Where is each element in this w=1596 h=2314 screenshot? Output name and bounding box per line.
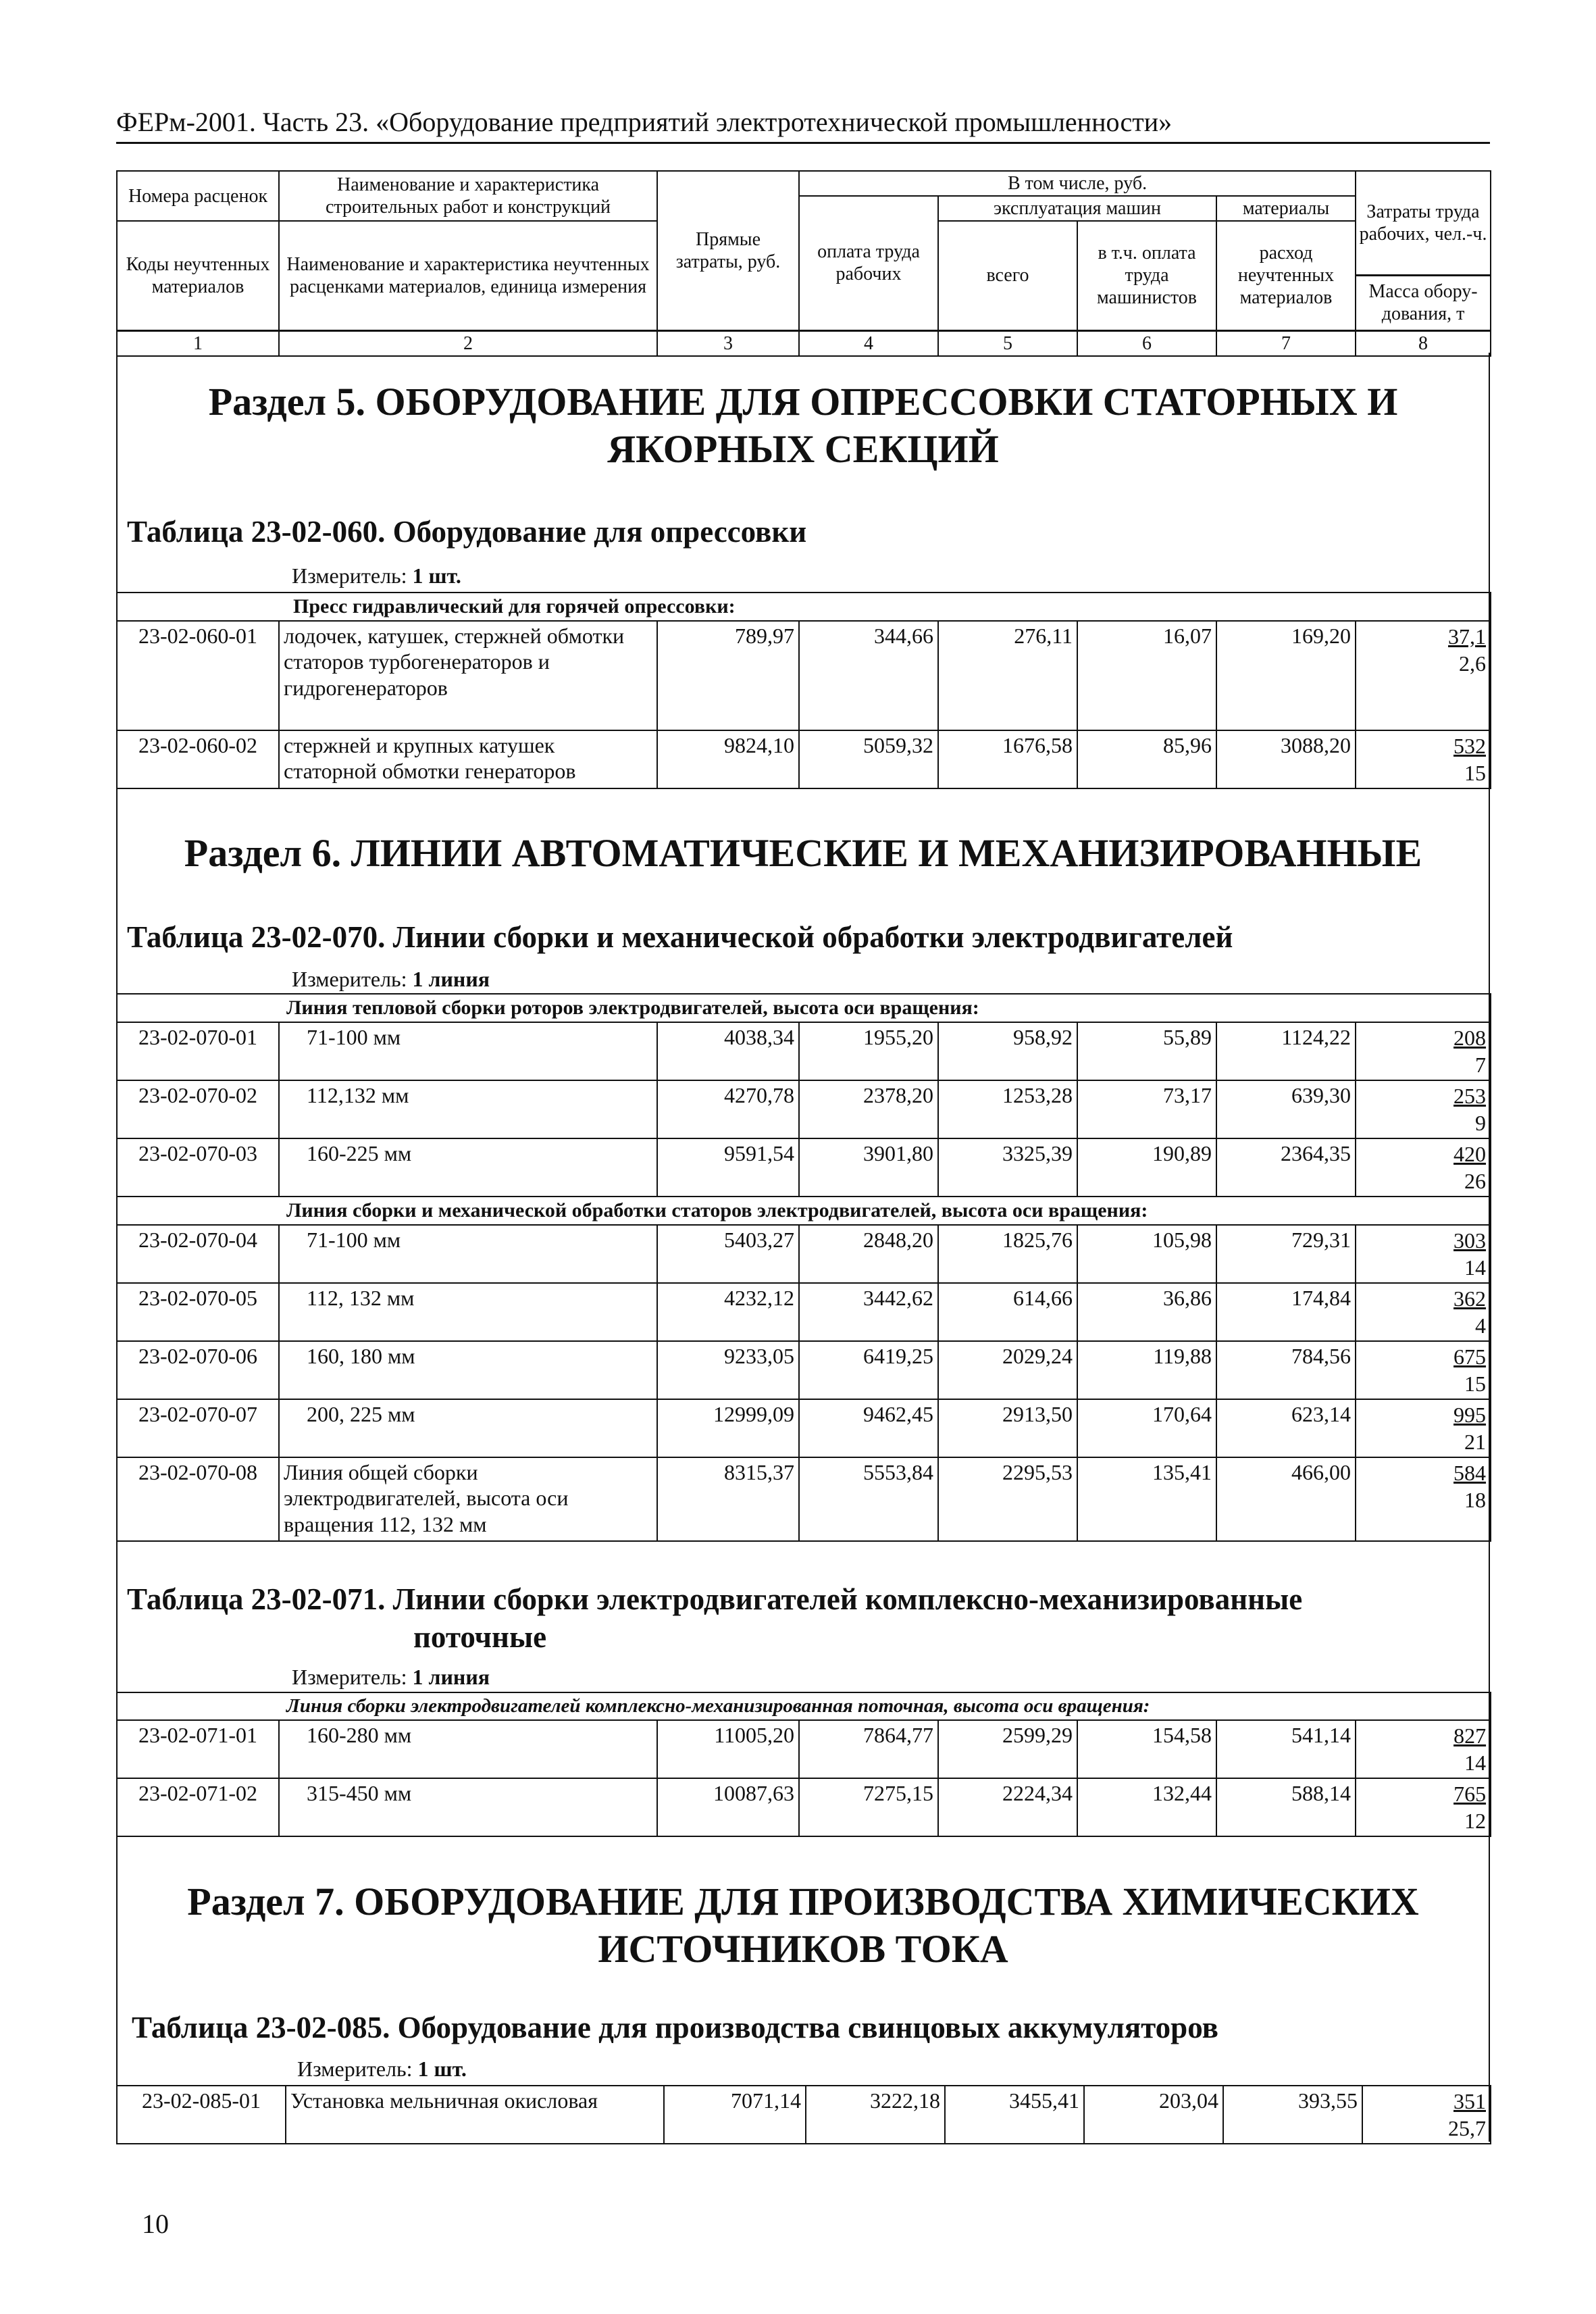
- table-23-02-071-title-cont: поточные: [413, 1620, 547, 1654]
- materials-cost: 3088,20: [1216, 730, 1356, 788]
- labor-mass-cell: [1362, 2086, 1491, 2144]
- col1-top-header: Номера расценок: [117, 171, 279, 221]
- equipment-mass: 14: [1464, 1255, 1487, 1280]
- work-name: 160-280 мм: [279, 1720, 657, 1778]
- machinists-pay: 132,44: [1077, 1778, 1216, 1836]
- labor-pay: 5553,84: [799, 1457, 938, 1541]
- direct-cost: 789,97: [657, 621, 799, 730]
- direct-cost: 9824,10: [657, 730, 799, 788]
- labor-pay: 5059,32: [799, 730, 938, 788]
- table-row: [117, 1399, 1491, 1457]
- rate-code: 23-02-060-02: [117, 730, 279, 788]
- equipment-mass: 21: [1464, 1430, 1487, 1454]
- labor-mass-cell: [1356, 1138, 1491, 1197]
- machines-total: 2224,34: [938, 1778, 1077, 1836]
- materials-cost: 784,56: [1216, 1341, 1356, 1399]
- table-row: [117, 1022, 1491, 1080]
- machines-total: 958,92: [938, 1022, 1077, 1080]
- labor-mass-cell: [1356, 730, 1491, 788]
- direct-cost: 4038,34: [657, 1022, 799, 1080]
- unit-23-02-071: Измеритель: 1 линия: [292, 1665, 490, 1689]
- rate-code: 23-02-070-02: [117, 1080, 279, 1138]
- materials-cost: 588,14: [1216, 1778, 1356, 1836]
- labor-mass-cell: [1356, 621, 1491, 730]
- table-row: [117, 1720, 1491, 1778]
- table-row: [117, 1138, 1491, 1197]
- materials-cost: 639,30: [1216, 1080, 1356, 1138]
- machines-total: 3455,41: [945, 2086, 1084, 2144]
- table-row: [117, 1080, 1491, 1138]
- equipment-mass: 15: [1464, 1372, 1487, 1396]
- rate-code: 23-02-071-02: [117, 1778, 279, 1836]
- page-number: 10: [142, 2209, 169, 2239]
- group-label: Линия сборки электродвигателей комплексно-механизированная поточная, высота оси вращения:: [117, 1692, 1491, 1720]
- work-name: 112,132 мм: [279, 1080, 657, 1138]
- labor-mass-cell: [1356, 1778, 1491, 1836]
- rate-code: 23-02-070-06: [117, 1341, 279, 1399]
- table-23-02-070-title: Таблица 23-02-070. Линии сборки и механической обработки электродвигателей: [127, 920, 1233, 954]
- machines-total: 614,66: [938, 1283, 1077, 1341]
- direct-cost: 7071,14: [664, 2086, 806, 2144]
- machinists-pay: 55,89: [1077, 1022, 1216, 1080]
- labor-hours: 995: [1453, 1403, 1487, 1427]
- rate-code: 23-02-071-01: [117, 1720, 279, 1778]
- rate-code: 23-02-070-07: [117, 1399, 279, 1457]
- labor-pay: 3222,18: [806, 2086, 945, 2144]
- col7-header: расход неучтенных материалов: [1216, 221, 1356, 330]
- rate-code: 23-02-085-01: [117, 2086, 286, 2144]
- table-23-02-085-title: Таблица 23-02-085. Оборудование для производства свинцовых аккумуляторов: [132, 2011, 1218, 2044]
- labor-pay: 3901,80: [799, 1138, 938, 1197]
- col2-top-header: Наименование и характеристика строительных работ и конструкций: [279, 171, 657, 221]
- machinists-pay: 203,04: [1084, 2086, 1223, 2144]
- materials-cost: 541,14: [1216, 1720, 1356, 1778]
- col8-bottom-header: Масса обору-дования, т: [1356, 275, 1491, 330]
- materials-cost: 623,14: [1216, 1399, 1356, 1457]
- colnum-5: 5: [938, 330, 1077, 356]
- colnum-6: 6: [1077, 330, 1216, 356]
- work-name: 71-100 мм: [279, 1225, 657, 1283]
- unit-23-02-060: Измеритель: 1 шт.: [292, 563, 461, 588]
- labor-pay: 7275,15: [799, 1778, 938, 1836]
- section-7-title: Раздел 7. ОБОРУДОВАНИЕ ДЛЯ ПРОИЗВОДСТВА ХИМИЧЕСКИХ ИСТОЧНИКОВ ТОКА: [187, 1880, 1419, 1971]
- work-name: стержней и крупных катушек статорной обмотки генераторов: [279, 730, 657, 788]
- labor-pay: 9462,45: [799, 1399, 938, 1457]
- equipment-mass: 7: [1475, 1053, 1487, 1077]
- work-name: 160, 180 мм: [279, 1341, 657, 1399]
- machinists-pay: 190,89: [1077, 1138, 1216, 1197]
- unit-23-02-085: Измеритель: 1 шт.: [297, 2057, 467, 2081]
- machinists-pay: 16,07: [1077, 621, 1216, 730]
- labor-hours: 532: [1453, 734, 1487, 758]
- machines-total: 1253,28: [938, 1080, 1077, 1138]
- work-name: 160-225 мм: [279, 1138, 657, 1197]
- labor-hours: 420: [1453, 1142, 1487, 1166]
- equipment-mass: 18: [1464, 1488, 1487, 1512]
- col8-top-header: Затраты труда рабочих, чел.-ч.: [1356, 171, 1491, 275]
- group-label: Линия тепловой сборки роторов электродвигателей, высота оси вращения:: [117, 994, 1491, 1022]
- materials-cost: 2364,35: [1216, 1138, 1356, 1197]
- table-row: [117, 1778, 1491, 1836]
- direct-cost: 4232,12: [657, 1283, 799, 1341]
- labor-hours: 351: [1453, 2089, 1486, 2113]
- labor-hours: 362: [1453, 1286, 1487, 1311]
- equipment-mass: 9: [1475, 1111, 1487, 1135]
- materials-cost: 393,55: [1223, 2086, 1362, 2144]
- table-row: [117, 2086, 1491, 2144]
- equipment-mass: 14: [1464, 1750, 1487, 1775]
- machines-total: 2599,29: [938, 1720, 1077, 1778]
- rate-code: 23-02-070-08: [117, 1457, 279, 1541]
- labor-pay: 2848,20: [799, 1225, 938, 1283]
- labor-pay: 7864,77: [799, 1720, 938, 1778]
- labor-mass-cell: [1356, 1225, 1491, 1283]
- colnum-2: 2: [279, 330, 657, 356]
- labor-mass-cell: [1356, 1341, 1491, 1399]
- table-row: [117, 1341, 1491, 1399]
- machines-total: 276,11: [938, 621, 1077, 730]
- machines-total: 1676,58: [938, 730, 1077, 788]
- work-name: 112, 132 мм: [279, 1283, 657, 1341]
- materials-cost: 729,31: [1216, 1225, 1356, 1283]
- labor-mass-cell: [1356, 1080, 1491, 1138]
- table-23-02-071: [116, 1692, 1491, 1837]
- machinists-pay: 154,58: [1077, 1720, 1216, 1778]
- work-name: Линия общей сборки электродвигателей, высота оси вращения 112, 132 мм: [279, 1457, 657, 1541]
- machines-total: 1825,76: [938, 1225, 1077, 1283]
- col2-bottom-header: Наименование и характеристика неучтенных расценками материалов, единица измерения: [279, 221, 657, 330]
- labor-hours: 253: [1453, 1084, 1487, 1108]
- colnum-1: 1: [117, 330, 279, 356]
- materials-cost: 466,00: [1216, 1457, 1356, 1541]
- machines-header: эксплуатация машин: [938, 196, 1216, 221]
- equipment-mass: 4: [1475, 1313, 1487, 1338]
- table-23-02-071-title: Таблица 23-02-071. Линии сборки электродвигателей комплексно-механизированные: [127, 1582, 1303, 1616]
- equipment-mass: 25,7: [1448, 2116, 1486, 2140]
- machines-total: 2913,50: [938, 1399, 1077, 1457]
- machinists-pay: 36,86: [1077, 1283, 1216, 1341]
- machinists-pay: 73,17: [1077, 1080, 1216, 1138]
- labor-hours: 675: [1453, 1344, 1487, 1369]
- rate-code: 23-02-070-01: [117, 1022, 279, 1080]
- col4-header: оплата труда рабочих: [799, 196, 938, 330]
- col1-bottom-header: Коды неучтенных материалов: [117, 221, 279, 330]
- labor-mass-cell: [1356, 1022, 1491, 1080]
- labor-pay: 3442,62: [799, 1283, 938, 1341]
- equipment-mass: 26: [1464, 1169, 1487, 1193]
- machinists-pay: 105,98: [1077, 1225, 1216, 1283]
- materials-cost: 169,20: [1216, 621, 1356, 730]
- machines-total: 2029,24: [938, 1341, 1077, 1399]
- machinists-pay: 85,96: [1077, 730, 1216, 788]
- table-23-02-085: [116, 2085, 1491, 2144]
- equipment-mass: 12: [1464, 1808, 1487, 1833]
- labor-mass-cell: [1356, 1720, 1491, 1778]
- materials-header: материалы: [1216, 196, 1356, 221]
- rate-code: 23-02-070-05: [117, 1283, 279, 1341]
- labor-hours: 303: [1453, 1228, 1487, 1253]
- incl-header: В том числе, руб.: [799, 171, 1356, 196]
- group-label: Пресс гидравлический для горячей опрессовки:: [117, 593, 1491, 621]
- table-23-02-060: [116, 592, 1491, 789]
- labor-mass-cell: [1356, 1399, 1491, 1457]
- materials-cost: 1124,22: [1216, 1022, 1356, 1080]
- equipment-mass: 2,6: [1459, 651, 1487, 676]
- machines-total: 3325,39: [938, 1138, 1077, 1197]
- labor-mass-cell: [1356, 1283, 1491, 1341]
- machinists-pay: 119,88: [1077, 1341, 1216, 1399]
- direct-cost: 12999,09: [657, 1399, 799, 1457]
- table-23-02-070: [116, 993, 1491, 1542]
- rate-code: 23-02-070-04: [117, 1225, 279, 1283]
- machinists-pay: 135,41: [1077, 1457, 1216, 1541]
- direct-cost: 9591,54: [657, 1138, 799, 1197]
- labor-pay: 2378,20: [799, 1080, 938, 1138]
- work-name: лодочек, катушек, стержней обмотки статоров турбогенераторов и гидрогенераторов: [279, 621, 657, 730]
- table-row: [117, 621, 1491, 730]
- running-header: ФЕРм-2001. Часть 23. «Оборудование предприятий электротехнической промышленности»: [116, 107, 1173, 137]
- direct-cost: 10087,63: [657, 1778, 799, 1836]
- table-row: [117, 1283, 1491, 1341]
- direct-cost: 9233,05: [657, 1341, 799, 1399]
- labor-hours: 37,1: [1448, 624, 1487, 649]
- col5-header: всего: [938, 221, 1077, 330]
- col6-header: в т.ч. оплата труда машинистов: [1077, 221, 1216, 330]
- equipment-mass: 15: [1464, 761, 1487, 785]
- labor-hours: 208: [1453, 1026, 1487, 1050]
- work-name: 315-450 мм: [279, 1778, 657, 1836]
- col3-header: Прямые затраты, руб.: [657, 171, 799, 330]
- rate-code: 23-02-060-01: [117, 621, 279, 730]
- direct-cost: 11005,20: [657, 1720, 799, 1778]
- work-name: 200, 225 мм: [279, 1399, 657, 1457]
- machines-total: 2295,53: [938, 1457, 1077, 1541]
- work-name: Установка мельничная окисловая: [286, 2086, 664, 2144]
- labor-mass-cell: [1356, 1457, 1491, 1541]
- colnum-8: 8: [1356, 330, 1491, 356]
- labor-pay: 1955,20: [799, 1022, 938, 1080]
- direct-cost: 4270,78: [657, 1080, 799, 1138]
- group-label: Линия сборки и механической обработки статоров электродвигателей, высота оси вращения:: [117, 1197, 1491, 1225]
- colnum-4: 4: [799, 330, 938, 356]
- machinists-pay: 170,64: [1077, 1399, 1216, 1457]
- direct-cost: 8315,37: [657, 1457, 799, 1541]
- labor-hours: 765: [1453, 1781, 1487, 1806]
- unit-23-02-070: Измеритель: 1 линия: [292, 967, 490, 991]
- table-row: [117, 1457, 1491, 1541]
- table-23-02-060-title: Таблица 23-02-060. Оборудование для опрессовки: [127, 515, 807, 549]
- colnum-3: 3: [657, 330, 799, 356]
- labor-hours: 827: [1453, 1723, 1487, 1748]
- labor-hours: 584: [1453, 1461, 1487, 1485]
- labor-pay: 6419,25: [799, 1341, 938, 1399]
- column-header-table: [116, 170, 1491, 357]
- table-row: [117, 730, 1491, 788]
- direct-cost: 5403,27: [657, 1225, 799, 1283]
- header-rule: [116, 142, 1490, 144]
- section-6-title: Раздел 6. ЛИНИИ АВТОМАТИЧЕСКИЕ И МЕХАНИЗИРОВАННЫЕ: [184, 831, 1422, 875]
- section-5-title: Раздел 5. ОБОРУДОВАНИЕ ДЛЯ ОПРЕССОВКИ СТАТОРНЫХ И ЯКОРНЫХ СЕКЦИЙ: [208, 380, 1398, 471]
- materials-cost: 174,84: [1216, 1283, 1356, 1341]
- rate-code: 23-02-070-03: [117, 1138, 279, 1197]
- labor-pay: 344,66: [799, 621, 938, 730]
- colnum-7: 7: [1216, 330, 1356, 356]
- table-row: [117, 1225, 1491, 1283]
- work-name: 71-100 мм: [279, 1022, 657, 1080]
